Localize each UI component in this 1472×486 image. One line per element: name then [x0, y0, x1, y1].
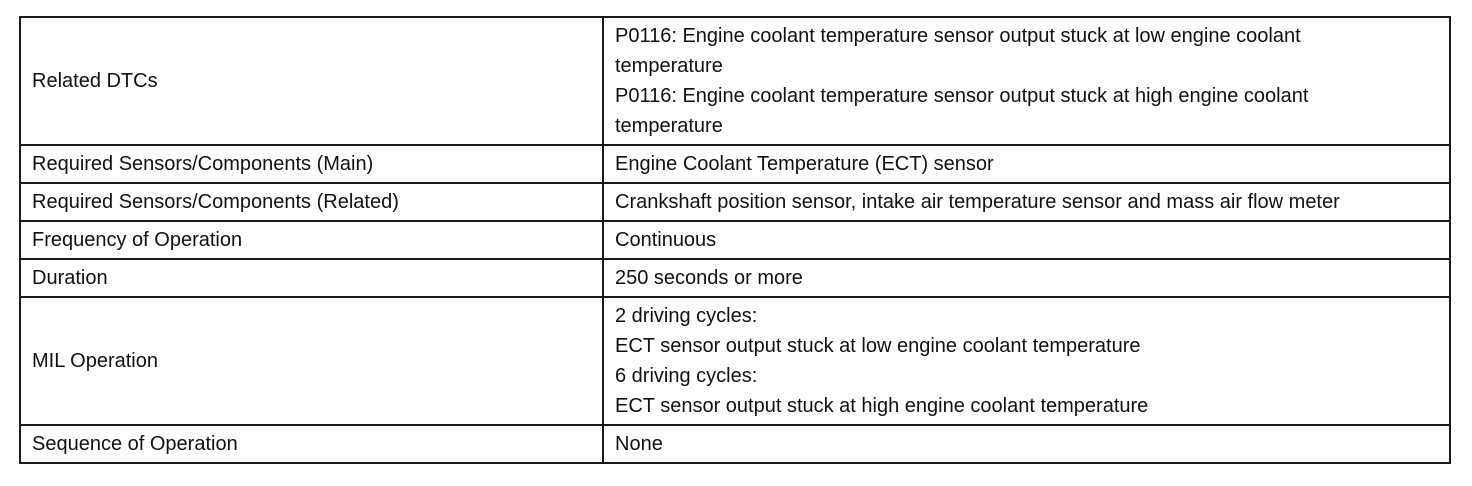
row-value	[603, 425, 1450, 463]
table-row-mil-operation	[20, 297, 1450, 425]
table-row-required-related	[20, 183, 1450, 221]
table-row-required-main	[20, 145, 1450, 183]
value-line: ECT sensor output stuck at low engine coolant temperature	[615, 335, 1141, 357]
value-line: temperature	[615, 115, 723, 137]
row-label: Related DTCs	[20, 17, 603, 145]
row-value	[603, 259, 1450, 297]
value-line: 250 seconds or more	[615, 267, 803, 289]
value-line: ECT sensor output stuck at high engine coolant temperature	[615, 395, 1149, 417]
row-value	[603, 145, 1450, 183]
row-label: Required Sensors/Components (Related)	[20, 183, 603, 221]
value-line: Engine Coolant Temperature (ECT) sensor	[615, 153, 994, 175]
row-value	[603, 221, 1450, 259]
row-value	[603, 297, 1450, 425]
table-row-sequence	[20, 425, 1450, 463]
value-line: 2 driving cycles:	[615, 305, 758, 327]
value-line: 6 driving cycles:	[615, 365, 758, 387]
row-label: Sequence of Operation	[20, 425, 603, 463]
value-line: None	[615, 433, 663, 455]
table-row-frequency	[20, 221, 1450, 259]
value-line: temperature	[615, 55, 723, 77]
value-line: P0116: Engine coolant temperature sensor output stuck at low engine coolant	[615, 25, 1301, 47]
value-line: Crankshaft position sensor, intake air temperature sensor and mass air flow meter	[615, 191, 1340, 213]
value-line: P0116: Engine coolant temperature sensor output stuck at high engine coolant	[615, 85, 1309, 107]
row-label: MIL Operation	[20, 297, 603, 425]
value-line: Continuous	[615, 229, 717, 251]
table-row-related-dtcs	[20, 17, 1450, 145]
monitor-spec-table	[19, 16, 1451, 464]
row-value	[603, 183, 1450, 221]
row-label: Frequency of Operation	[20, 221, 603, 259]
row-value	[603, 17, 1450, 145]
row-label: Duration	[20, 259, 603, 297]
table-row-duration	[20, 259, 1450, 297]
row-label: Required Sensors/Components (Main)	[20, 145, 603, 183]
